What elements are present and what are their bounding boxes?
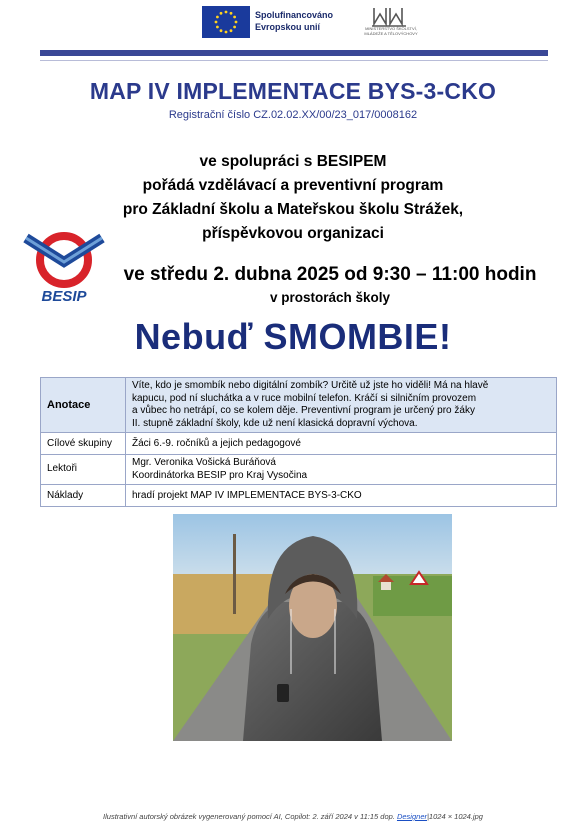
target-groups-value: Žáci 6.-9. ročníků a jejich pedagogové xyxy=(126,433,557,455)
event-place: v prostorách školy xyxy=(269,290,391,305)
image-credit: Ilustrativní autorský obrázek vygenerovaný pomocí AI, Copilot: 2. září 2024 v 11:15 dop. Designer|1024 × 1024.jpg xyxy=(103,812,483,821)
eu-flag-logo xyxy=(202,6,250,38)
intro-line: pro Základní školu a Mateřskou školu Strážek, xyxy=(122,201,464,218)
table-row xyxy=(41,485,557,507)
smombie-illustration xyxy=(173,514,452,741)
table-row xyxy=(41,433,557,455)
table-row xyxy=(41,378,557,433)
table-row xyxy=(41,455,557,485)
target-groups-label: Cílové skupiny xyxy=(41,433,126,455)
registration-number: Registrační číslo CZ.02.02.XX/00/23_017/0008162 xyxy=(168,109,418,121)
annotation-label: Anotace xyxy=(41,378,126,433)
eu-cofinanced-text: Spolufinancováno Evropskou unií xyxy=(255,10,334,32)
designer-link[interactable]: Designer xyxy=(396,812,427,821)
event-date: ve středu 2. dubna 2025 od 9:30 – 11:00 hodin xyxy=(123,264,537,285)
msmt-logo xyxy=(360,4,420,44)
intro-line: příspěvkovou organizaci xyxy=(202,225,384,242)
besip-logo-text: BESIP xyxy=(41,288,87,304)
costs-value: hradí projekt MAP IV IMPLEMENTACE BYS-3-CKO xyxy=(126,485,557,507)
besip-logo xyxy=(20,222,108,304)
annotation-text: Víte, kdo je smombík nebo digitální zombík? Určitě už jste ho viděli! Má na hlavě kapucu, pod ní sluchátka a v ruce mobilní telefon. Kráčí si silničním provozem a vůbec ho netrápí, co se kolem děje. Preventivní program je určený pro žáky II. stupně základní školy, kde už není klasická dopravní výchova. xyxy=(126,378,557,433)
page-title: MAP IV IMPLEMENTACE BYS-3-CKO xyxy=(89,78,497,104)
lecturers-value: Mgr. Veronika Vošická Buráňová Koordinátorka BESIP pro Kraj Vysočina xyxy=(126,455,557,485)
header-divider xyxy=(40,50,548,56)
header-divider-thin xyxy=(40,60,548,61)
intro-line: ve spolupráci s BESIPEM xyxy=(199,153,387,170)
program-info-table xyxy=(40,377,557,507)
slogan-heading: Nebuď SMOMBIE! xyxy=(134,316,452,357)
msmt-caption: MINISTERSTVO ŠKOLSTVÍ, MLÁDEŽE A TĚLOVÝCHOVY xyxy=(364,26,418,36)
lecturers-label: Lektoři xyxy=(41,455,126,485)
intro-line: pořádá vzdělávací a preventivní program xyxy=(142,177,444,194)
costs-label: Náklady xyxy=(41,485,126,507)
